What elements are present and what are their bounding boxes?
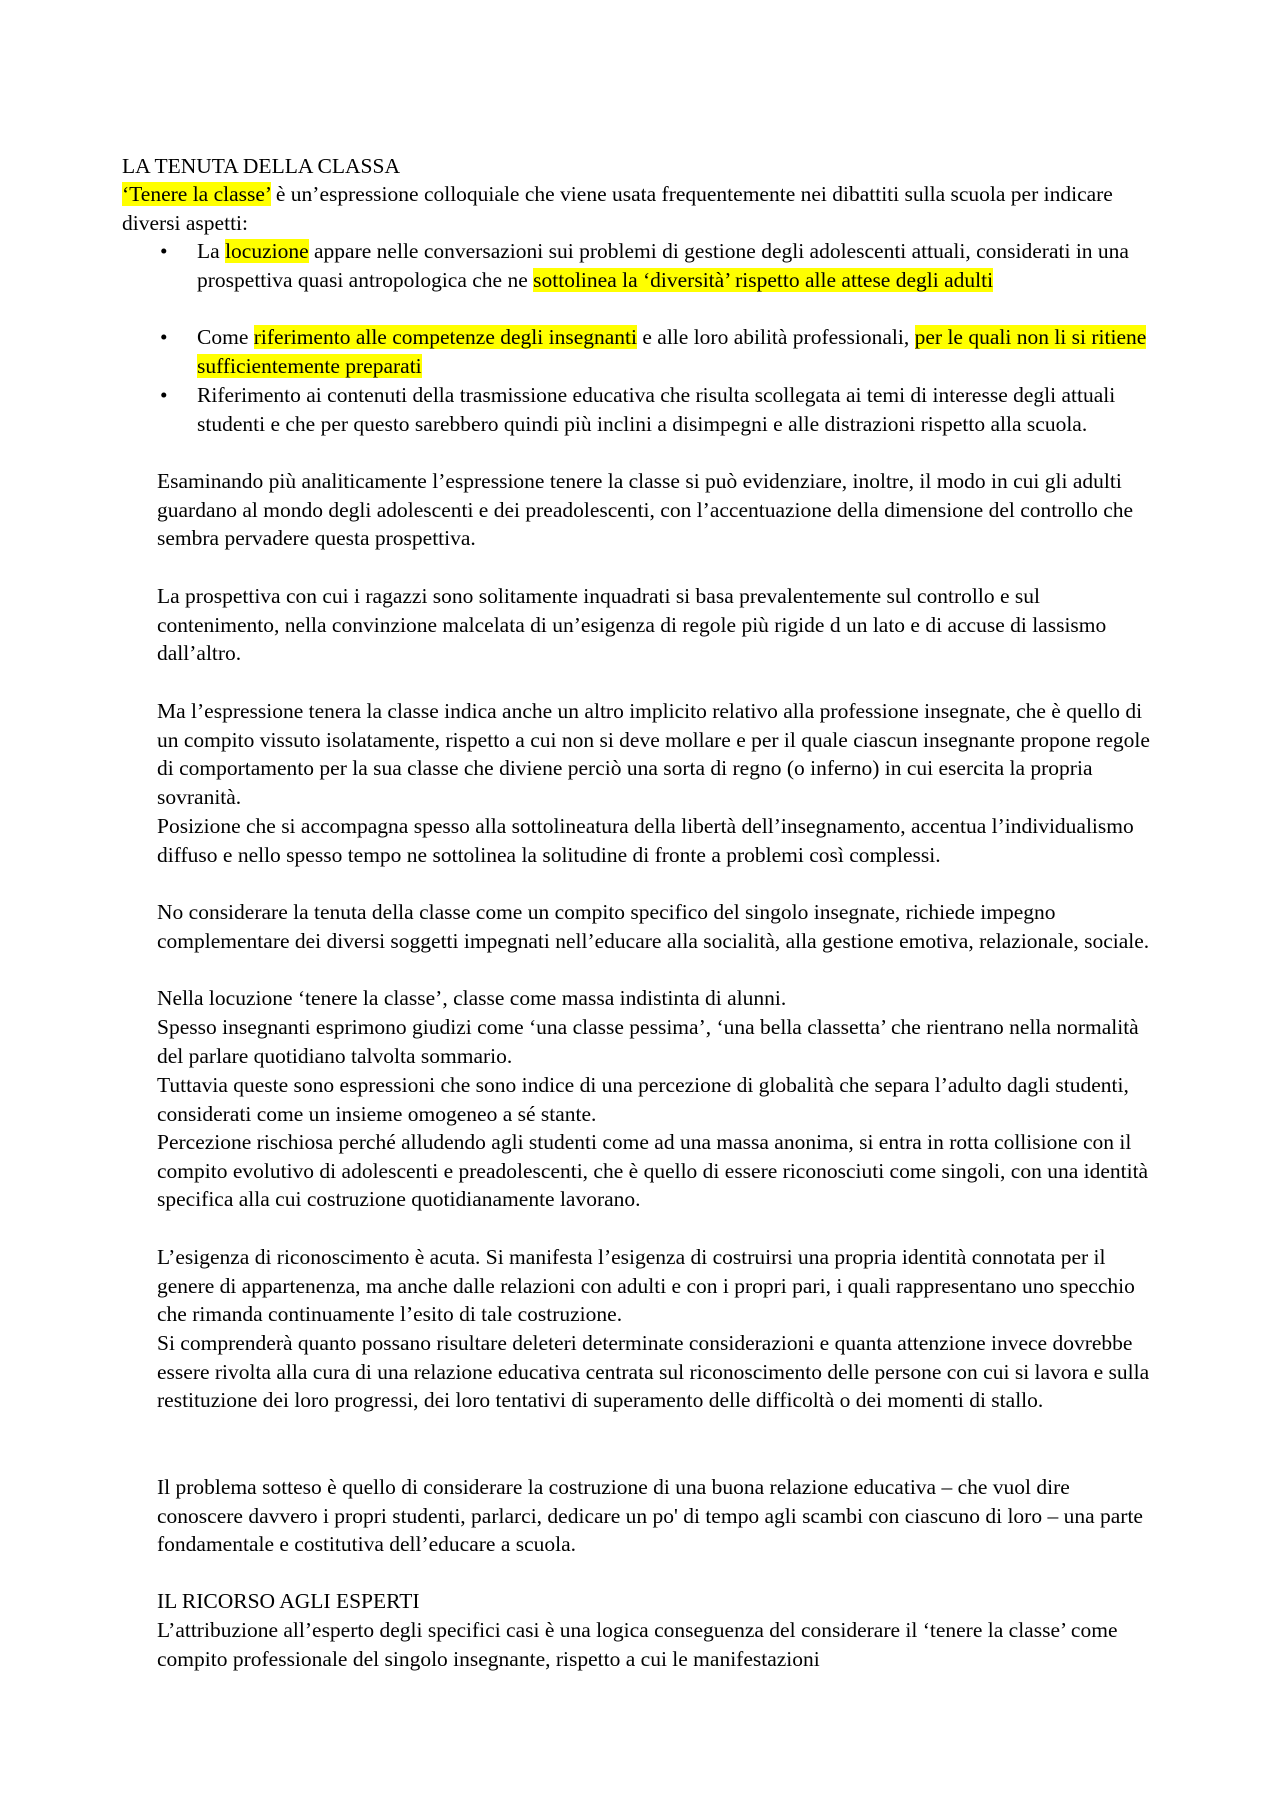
highlight: ‘Tenere la classe’ (122, 182, 271, 206)
bullet-text: La locuzione appare nelle conversazioni sui problemi di gestione degli adolescenti attuali, considerati in una prospettiva quasi antropologica che ne sottolinea la ‘diversità’ rispetto alle attese degli adulti (197, 239, 1129, 292)
body-paragraph: L’attribuzione all’esperto degli specifici casi è una logica conseguenza del considerare il ‘tenere la classe’ come compito professionale del singolo insegnante, rispetto a cui le manifestazioni (157, 1618, 1118, 1671)
body-paragraph: Ma l’espressione tenera la classe indica anche un altro implicito relativo alla professione insegnate, che è quello di un compito vissuto isolatamente, rispetto a cui non si deve mollare e per il quale ciascun insegnante propone regole di comportamento per la sua classe che diviene perciò una sorta di regno (o inferno) in cui esercita la propria sovranità. (157, 699, 1150, 809)
intro-paragraph (122, 180, 1132, 237)
bullet-symbol: • (160, 239, 168, 263)
bullet-symbol: • (160, 383, 168, 407)
intro-text: è un’espressione colloquiale che viene usata frequentemente nei dibattiti sulla scuola per indicare diversi aspetti: (122, 182, 1113, 235)
bullet-symbol: • (160, 325, 168, 349)
body-paragraph: Tuttavia queste sono espressioni che sono indice di una percezione di globalità che separa l’adulto dagli studenti, considerati come un insieme omogeneo a sé stante. (157, 1073, 1129, 1126)
section-title: LA TENUTA DELLA CLASSA (122, 154, 400, 178)
body-paragraph: Il problema sotteso è quello di considerare la costruzione di una buona relazione educativa – che vuol dire conoscere davvero i propri studenti, parlarci, dedicare un po' di tempo agli scambi con ciascuno di loro – una parte fondamentale e costitutiva dell’educare a scuola. (157, 1475, 1143, 1557)
body-paragraph: Nella locuzione ‘tenere la classe’, classe come massa indistinta di alunni. (157, 986, 787, 1010)
body-paragraph: L’esigenza di riconoscimento è acuta. Si manifesta l’esigenza di costruirsi una propria identità connotata per il genere di appartenenza, ma anche dalle relazioni con adulti e con i propri pari, i quali rappresentano uno specchio che rimanda continuamente l’esito di tale costruzione. (157, 1245, 1135, 1327)
body-paragraph: Spesso insegnanti esprimono giudizi come ‘una classe pessima’, ‘una bella classetta’ che rientrano nella normalità del parlare quotidiano talvolta sommario. (157, 1015, 1139, 1068)
highlight: per le quali non li si ritiene sufficientemente preparati (197, 325, 1147, 378)
body-paragraph: Posizione che si accompagna spesso alla sottolineatura della libertà dell’insegnamento, accentua l’individualismo diffuso e nello spesso tempo ne sottolinea la solitudine di fronte a problemi così complessi. (157, 814, 1134, 867)
bullet-text: Riferimento ai contenuti della trasmissione educativa che risulta scollegata ai temi di interesse degli attuali studenti e che per questo sarebbero quindi più inclini a disimpegni e alle distrazioni rispetto alla scuola. (197, 383, 1116, 436)
body-paragraph: Esaminando più analiticamente l’espressione tenere la classe si può evidenziare, inoltre, il modo in cui gli adulti guardano al mondo degli adolescenti e dei preadolescenti, con l’accentuazione della dimensione del controllo che sembra pervadere questa prospettiva. (157, 469, 1134, 551)
body-paragraph: Percezione rischiosa perché alludendo agli studenti come ad una massa anonima, si entra in rotta collisione con il compito evolutivo di adolescenti e preadolescenti, che è quello di essere riconosciuti come singoli, con una identità specifica alla cui costruzione quotidianamente lavorano. (157, 1130, 1149, 1212)
body-paragraph: Si comprenderà quanto possano risultare deleteri determinate considerazioni e quanta attenzione invece dovrebbe essere rivolta alla cura di una relazione educativa centrata sul riconoscimento delle persone con cui si lavora e sulla restituzione dei loro progressi, dei loro tentativi di superamento delle difficoltà o dei momenti di stallo. (157, 1331, 1150, 1413)
bullet-text: Come riferimento alle competenze degli insegnanti e alle loro abilità professionali, per le quali non li si ritiene sufficientemente preparati (197, 325, 1147, 378)
body-paragraph: No considerare la tenuta della classe come un compito specifico del singolo insegnate, richiede impegno complementare dei diversi soggetti impegnati nell’educare alla socialità, alla gestione emotiva, relazionale, sociale. (157, 900, 1150, 953)
highlight: riferimento alle competenze degli insegnanti (253, 325, 637, 349)
highlight: sottolinea la ‘diversità’ rispetto alle attese degli adulti (533, 267, 994, 292)
section-title: IL RICORSO AGLI ESPERTI (157, 1589, 420, 1613)
highlight: locuzione (225, 239, 309, 263)
body-paragraph: La prospettiva con cui i ragazzi sono solitamente inquadrati si basa prevalentemente sul controllo e sul contenimento, nella convinzione malcelata di un’esigenza di regole più rigide d un lato e di accuse di lassismo dall’altro. (157, 584, 1107, 666)
